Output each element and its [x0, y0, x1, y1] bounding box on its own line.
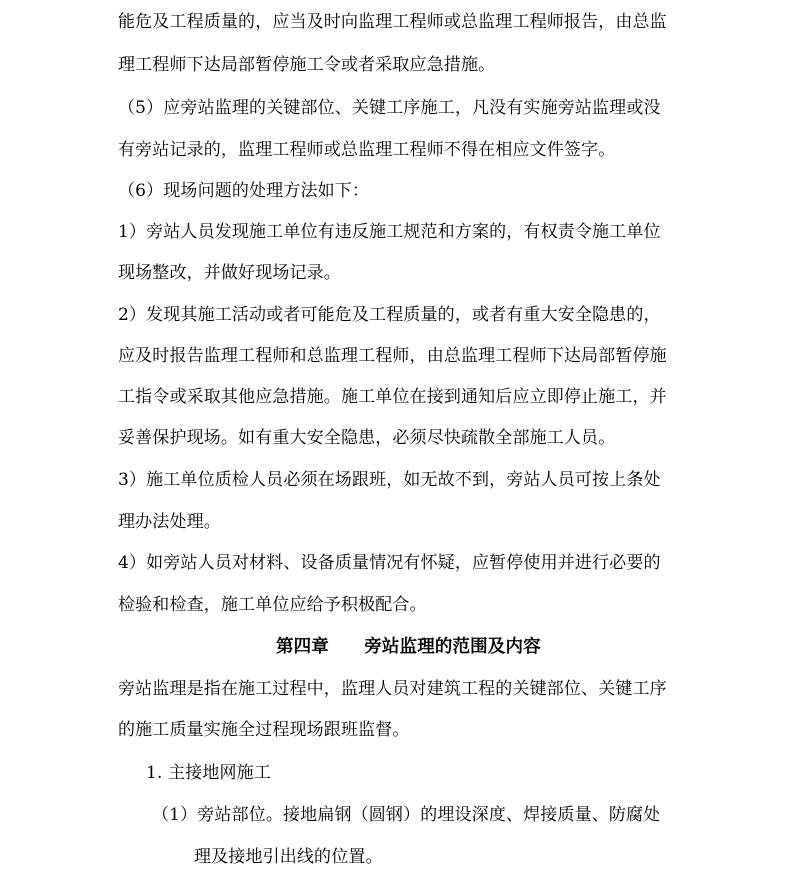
list-item-text: （1）旁站部位。接地扁钢（圆钢）的埋设深度、焊接质量、防腐处 — [152, 805, 661, 825]
list-item-text: 1）旁站人员发现施工单位有违反施工规范和方案的，有权责令施工单位 — [118, 222, 661, 242]
body-text-line: 有旁站记录的，监理工程师或总监理工程师不得在相应文件签字。 — [118, 140, 616, 160]
body-text-line: 理工程师下达局部暂停施工令或者采取应急措施。 — [118, 55, 496, 75]
list-item-text: 妥善保护现场。如有重大安全隐患，必须尽快疏散全部施工人员。 — [118, 428, 616, 448]
chapter-heading: 第四章 旁站监理的范围及内容 — [276, 637, 541, 657]
body-text-line: 的施工质量实施全过程现场跟班监督。 — [118, 720, 410, 740]
list-item-text: 3）施工单位质检人员必须在场跟班，如无故不到，旁站人员可按上条处 — [118, 470, 661, 490]
list-item-text: 检验和检查，施工单位应给予积极配合。 — [118, 595, 427, 615]
list-item-text: 现场整改，并做好现场记录。 — [118, 263, 341, 283]
list-item-text: 2）发现其施工活动或者可能危及工程质量的，或者有重大安全隐患的， — [118, 305, 661, 325]
list-heading: （6）现场问题的处理方法如下： — [118, 181, 370, 201]
body-text-line: 旁站监理是指在施工过程中，监理人员对建筑工程的关键部位、关键工序 — [118, 679, 667, 699]
list-item-text: 4）如旁站人员对材料、设备质量情况有怀疑，应暂停使用并进行必要的 — [118, 553, 661, 573]
list-item-text: 工指令或采取其他应急措施。施工单位在接到通知后应立即停止施工，并 — [118, 387, 667, 407]
list-item-text: 理办法处理。 — [118, 512, 221, 532]
list-item-text: 应及时报告监理工程师和总监理工程师，由总监理工程师下达局部暂停施 — [118, 346, 667, 366]
body-text-line: 能危及工程质量的，应当及时向监理工程师或总监理工程师报告，由总监 — [118, 12, 667, 32]
section-heading: 1. 主接地网施工 — [146, 763, 271, 783]
list-item-text: 理及接地引出线的位置。 — [194, 847, 383, 867]
body-text-line: （5）应旁站监理的关键部位、关键工序施工，凡没有实施旁站监理或没 — [118, 98, 661, 118]
